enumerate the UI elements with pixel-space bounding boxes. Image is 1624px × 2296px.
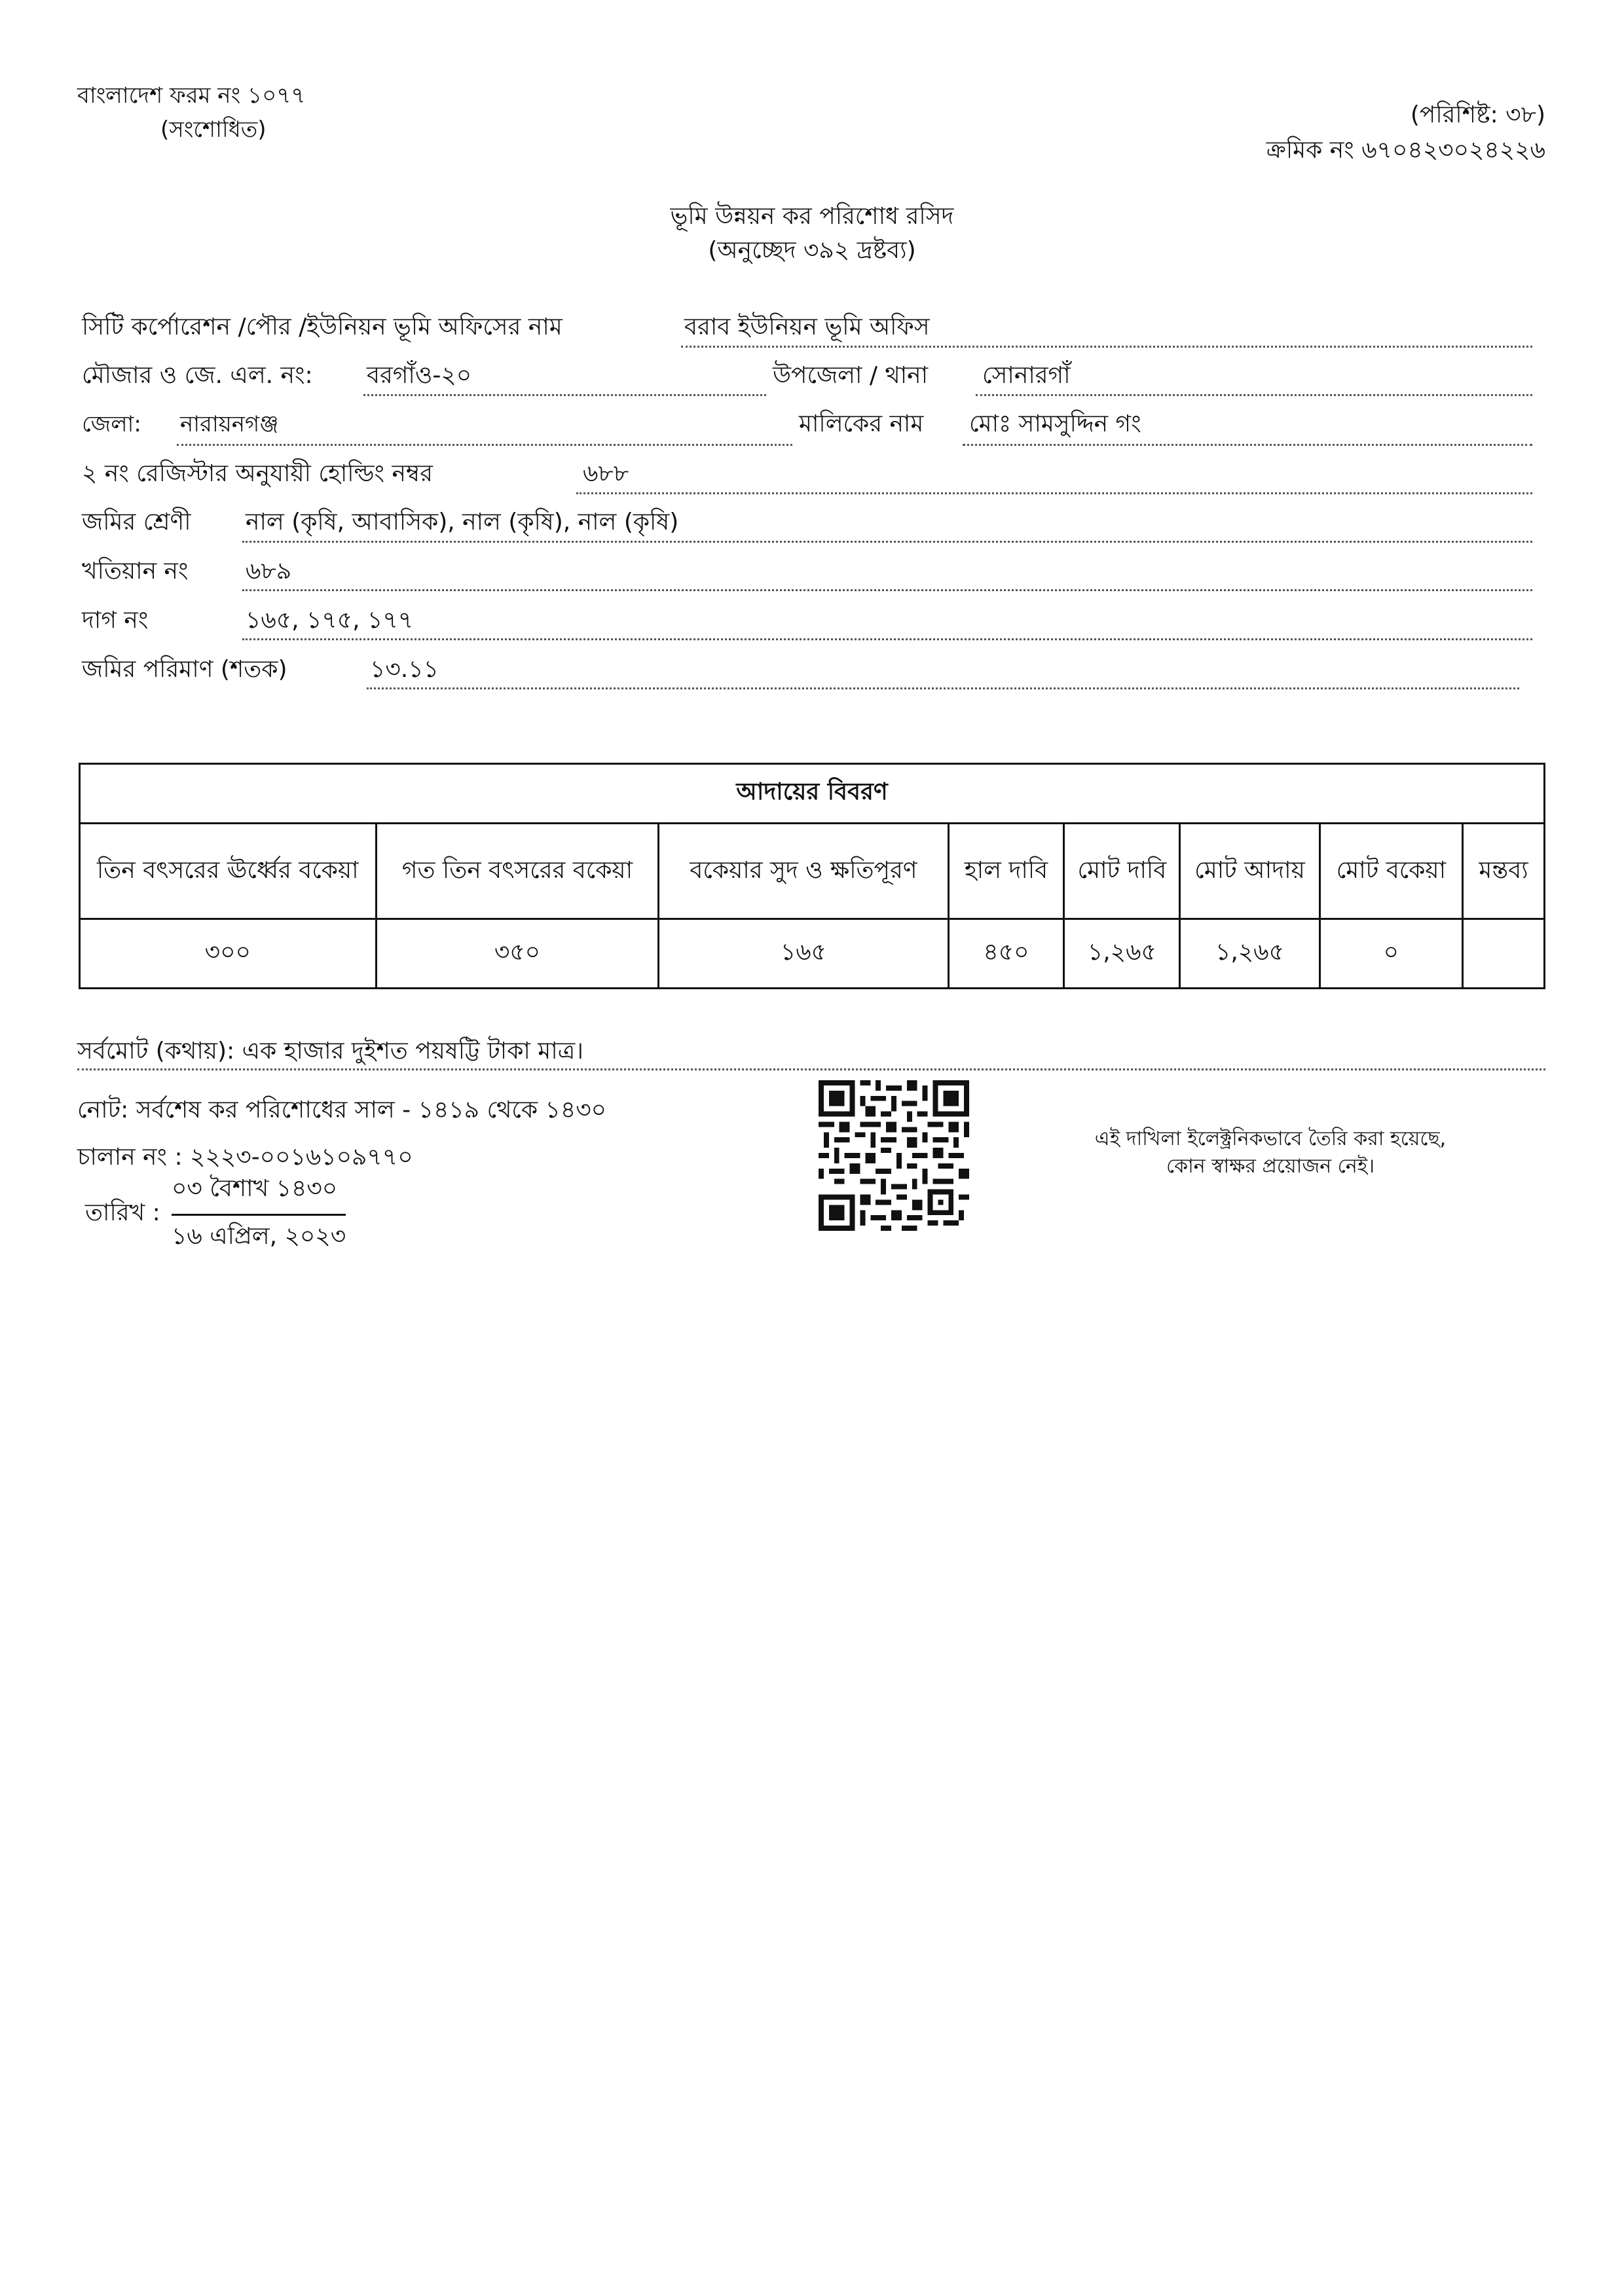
serial-number: ক্রমিক নং ৬৭০৪২৩০২৪২২৬ <box>1266 137 1545 164</box>
area-value: ১৩.১১ <box>370 656 439 683</box>
col-value: ৩৫০ <box>376 919 659 989</box>
col-header: বকেয়ার সুদ ও ক্ষতিপূরণ <box>659 824 948 919</box>
holding-label: ২ নং রেজিস্টার অনুযায়ী হোল্ডিং নম্বর <box>82 460 433 487</box>
dag-underline <box>242 638 1532 640</box>
date-label: তারিখ : <box>85 1199 160 1226</box>
date-bangla: ০৩ বৈশাখ ১৪৩০ <box>172 1171 346 1216</box>
col-value <box>1463 919 1545 989</box>
total-in-words: সর্বমোট (কথায়): এক হাজার দুইশত পয়ষট্টি টাকা মাত্র। <box>77 1038 584 1065</box>
col-header: হাল দাবি <box>948 824 1064 919</box>
col-value: ১৬৫ <box>659 919 948 989</box>
collection-table <box>79 763 1545 989</box>
col-value: ৩০০ <box>80 919 377 989</box>
office-underline <box>681 346 1532 348</box>
owner-value: মোঃ সামসুদ্দিন গং <box>969 410 1141 437</box>
col-header: মোট বকেয়া <box>1320 824 1462 919</box>
district-label: জেলা: <box>82 411 141 437</box>
electronic-note-line1: এই দাখিলা ইলেক্ট্রনিকভাবে তৈরি করা হয়েছে, <box>1094 1127 1447 1150</box>
khatian-underline <box>242 589 1532 591</box>
col-header: গত তিন বৎসরের বকেয়া <box>376 824 659 919</box>
office-label: সিটি কর্পোরেশন /পৌর /ইউনিয়ন ভূমি অফিসের নাম <box>82 314 563 340</box>
collection-title: আদায়ের বিবরণ <box>80 764 1545 824</box>
col-value: ১,২৬৫ <box>1064 919 1180 989</box>
holding-underline <box>576 492 1532 494</box>
dag-value: ১৬৫, ১৭৫, ১৭৭ <box>246 607 414 634</box>
form-number: বাংলাদেশ ফরম নং ১০৭৭ <box>77 82 306 109</box>
electronic-note-line2: কোন স্বাক্ষর প্রয়োজন নেই। <box>1166 1155 1375 1178</box>
khatian-value: ৬৮৯ <box>246 558 292 585</box>
note-text: নোট: সর্বশেষ কর পরিশোধের সাল - ১৪১৯ থেকে ১৪৩০ <box>77 1097 607 1123</box>
challan-number: চালান নং : ২২২৩-০০১৬১০৯৭৭০ <box>77 1144 413 1171</box>
mouza-underline <box>363 394 766 396</box>
date-block <box>172 1171 346 1258</box>
form-revised: (সংশোধিত) <box>160 117 267 143</box>
col-value: ১,২৬৫ <box>1180 919 1320 989</box>
district-value: নারায়নগঞ্জ <box>180 411 279 437</box>
area-label: জমির পরিমাণ (শতক) <box>82 656 287 683</box>
land-class-label: জমির শ্রেণী <box>82 509 191 536</box>
office-value: বরাব ইউনিয়ন ভূমি অফিস <box>684 314 930 340</box>
date-english: ১৬ এপ্রিল, ২০২৩ <box>172 1223 346 1250</box>
total-underline <box>77 1068 1545 1070</box>
col-value: ০ <box>1320 919 1462 989</box>
receipt-title: ভূমি উন্নয়ন কর পরিশোধ রসিদ <box>670 203 954 230</box>
district-underline <box>177 444 792 446</box>
col-header: তিন বৎসরের ঊর্ধ্বের বকেয়া <box>80 824 377 919</box>
mouza-value: বরগাঁও-২০ <box>367 362 472 389</box>
owner-label: মালিকের নাম <box>799 410 924 437</box>
upazila-underline <box>976 394 1532 396</box>
mouza-label: মৌজার ও জে. এল. নং: <box>82 362 313 389</box>
land-class-underline <box>242 541 1532 543</box>
owner-underline <box>963 444 1532 446</box>
qr-code-icon <box>819 1080 969 1231</box>
col-value: ৪৫০ <box>948 919 1064 989</box>
upazila-label: উপজেলা / থানা <box>773 362 929 389</box>
col-header: মোট আদায় <box>1180 824 1320 919</box>
appendix-label: (পরিশিষ্ট: ৩৮) <box>1410 101 1545 128</box>
col-header: মন্তব্য <box>1463 824 1545 919</box>
holding-value: ৬৮৮ <box>583 460 629 487</box>
dag-label: দাগ নং <box>82 607 149 634</box>
col-header: মোট দাবি <box>1064 824 1180 919</box>
land-class-value: নাল (কৃষি, আবাসিক), নাল (কৃষি), নাল (কৃষি) <box>246 509 679 536</box>
receipt-subtitle: (অনুচ্ছেদ ৩৯২ দ্রষ্টব্য) <box>708 237 916 264</box>
upazila-value: সোনারগাঁ <box>982 362 1071 389</box>
area-underline <box>367 687 1519 689</box>
khatian-label: খতিয়ান নং <box>82 558 189 585</box>
qr-code-graphic <box>819 1080 969 1231</box>
